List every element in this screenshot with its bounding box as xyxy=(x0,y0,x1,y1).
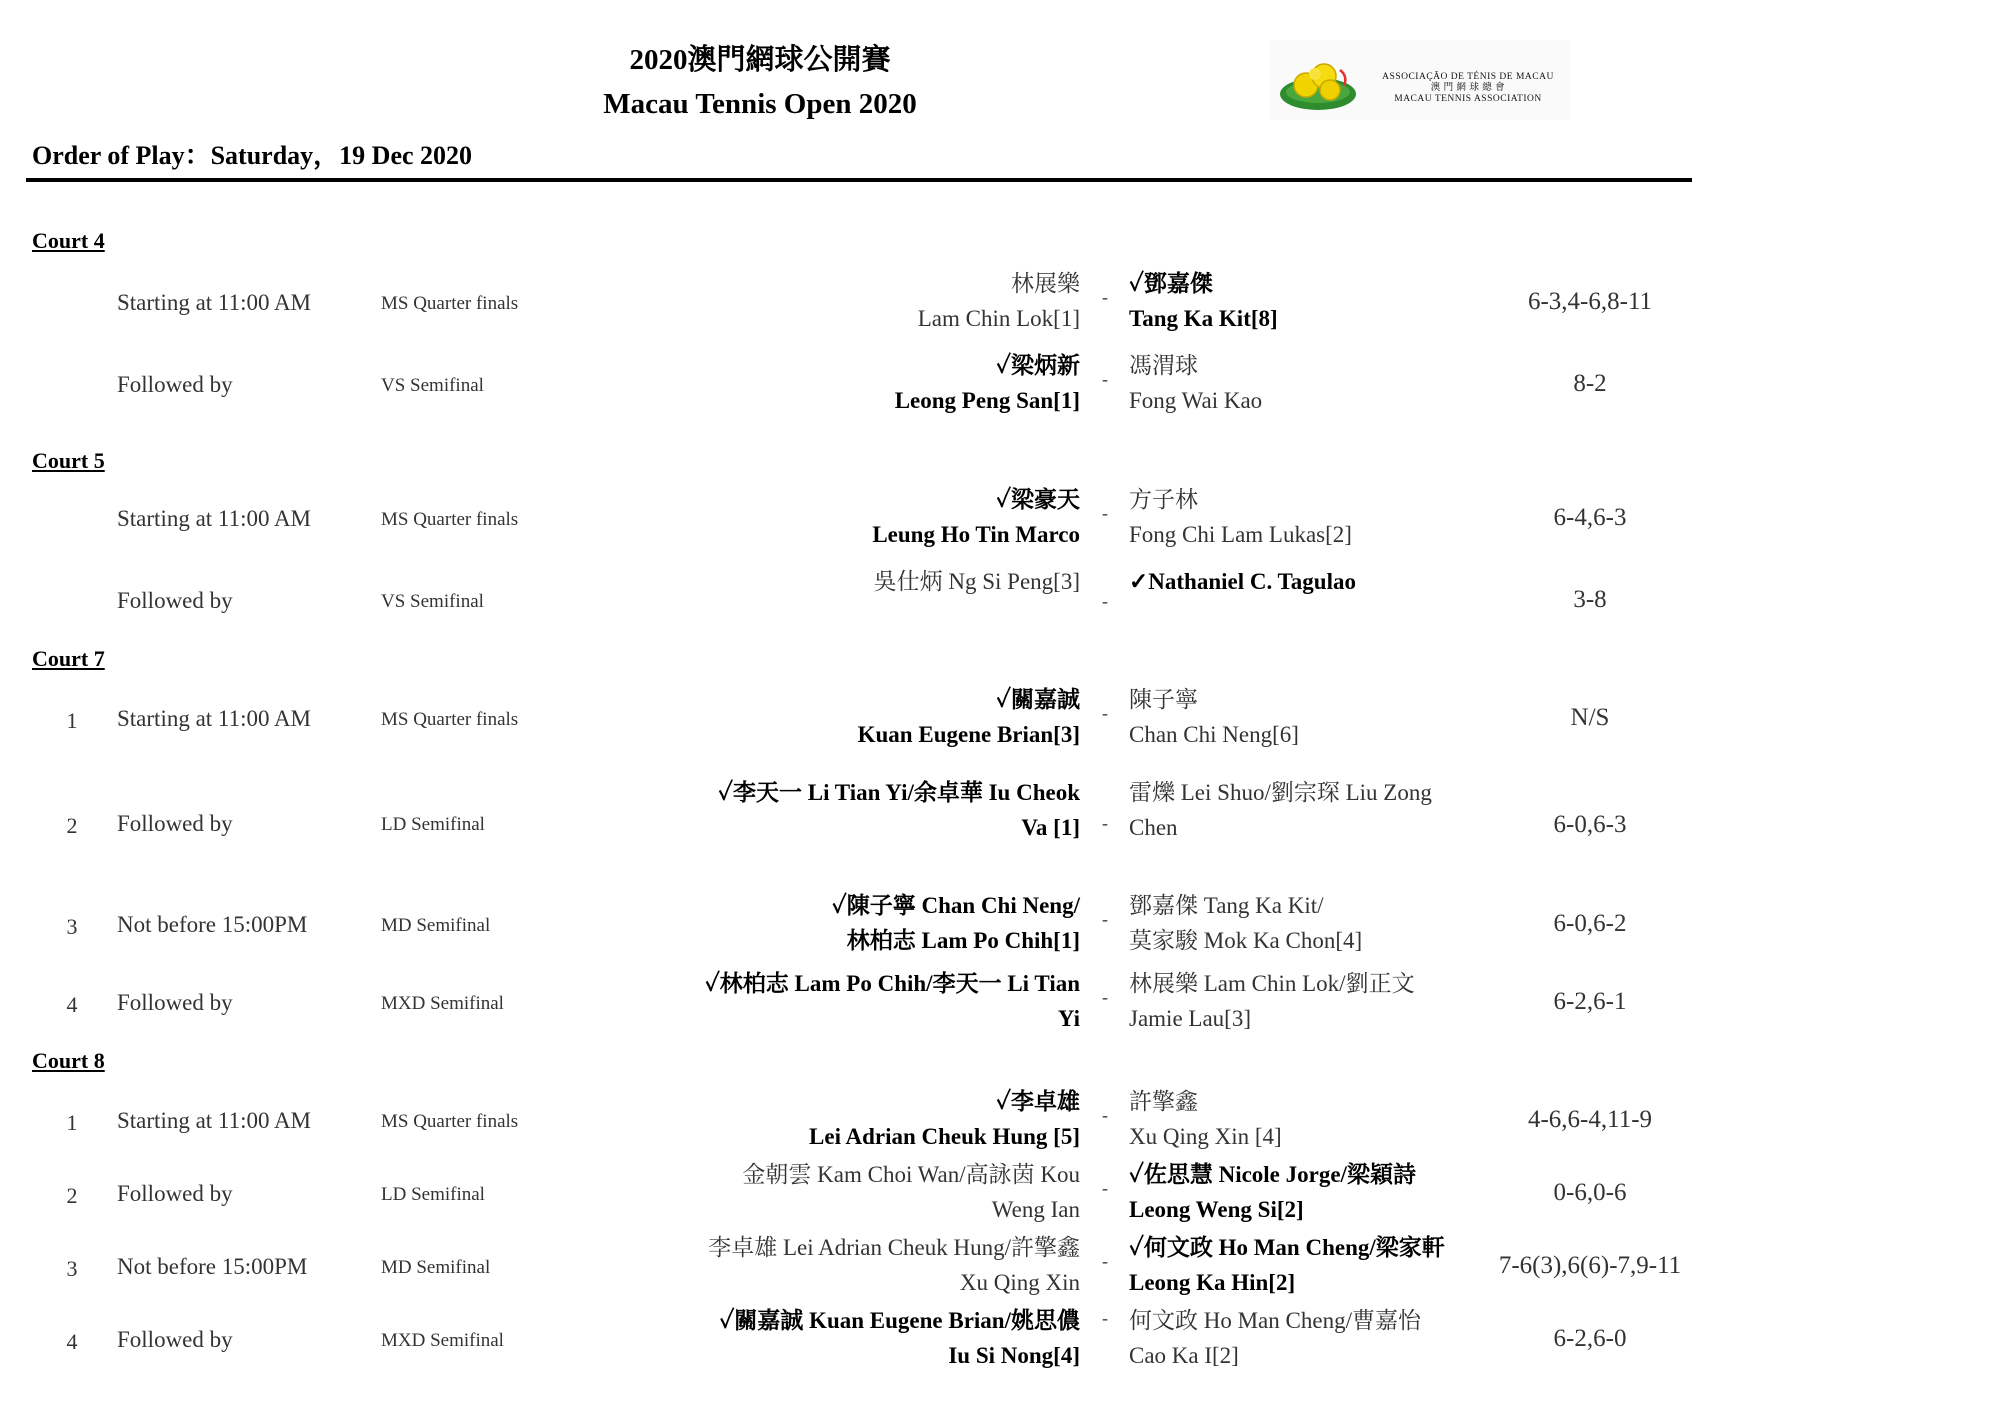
title-block xyxy=(480,40,1040,124)
match-time: Starting at 11:00 AM xyxy=(117,506,312,531)
player-left-line: ✓梁豪天 xyxy=(996,487,1080,512)
player-right-line: 許擎鑫 xyxy=(1129,1089,1198,1114)
logo-line-chinese: 澳 門 網 球 總 會 xyxy=(1430,83,1506,93)
match-event: MXD Semifinal xyxy=(381,1330,504,1351)
order-of-play-heading: Order of Play：Saturday，19 Dec 2020 xyxy=(32,141,473,170)
match-time: Followed by xyxy=(117,1327,233,1352)
versus-dash: - xyxy=(1102,813,1108,833)
court-heading: Court 4 xyxy=(32,228,105,253)
player-right-line: Chen xyxy=(1129,815,1178,840)
versus-dash: - xyxy=(1102,909,1108,929)
player-left-line: ✓梁炳新 xyxy=(996,353,1080,378)
match-time: Not before 15:00PM xyxy=(117,912,308,937)
match-score: 4-6,6-4,11-9 xyxy=(1527,1106,1653,1133)
versus-dash: - xyxy=(1102,591,1108,611)
player-right xyxy=(1129,775,1432,845)
versus-dash: - xyxy=(1102,1251,1108,1271)
versus-dash: - xyxy=(1102,1105,1108,1125)
match-event: MS Quarter finals xyxy=(381,293,519,314)
player-left-line: 林柏志 Lam Po Chih[1] xyxy=(846,928,1080,953)
player-right-line: 方子林 xyxy=(1129,487,1198,512)
player-left-line: ✓陳子寧 Chan Chi Neng/ xyxy=(831,893,1080,918)
versus-dash: - xyxy=(1102,369,1108,389)
logo-line-english: MACAU TENNIS ASSOCIATION xyxy=(1394,94,1542,104)
match-number: 1 xyxy=(66,1110,78,1135)
match-time: Followed by xyxy=(117,1181,233,1206)
player-left-line: 吳仕炳 Ng Si Peng[3] xyxy=(873,569,1080,594)
player-left-line: Weng Ian xyxy=(991,1197,1080,1222)
match-event: MXD Semifinal xyxy=(381,993,504,1014)
match-event: MS Quarter finals xyxy=(381,509,519,530)
header-divider xyxy=(26,178,1692,182)
player-left-line: Xu Qing Xin xyxy=(959,1270,1080,1295)
match-time: Followed by xyxy=(117,990,233,1015)
tournament-title-english: Macau Tennis Open 2020 xyxy=(603,88,917,120)
versus-dash: - xyxy=(1102,1308,1108,1328)
player-right xyxy=(1129,966,1415,1036)
player-right xyxy=(1129,1303,1421,1373)
player-right xyxy=(1129,1084,1282,1154)
match-score: 6-2,6-1 xyxy=(1553,988,1627,1015)
match-score: 6-0,6-2 xyxy=(1553,910,1627,937)
match-time: Starting at 11:00 AM xyxy=(117,1108,312,1133)
versus-dash: - xyxy=(1102,703,1108,723)
player-left-winner xyxy=(809,1084,1080,1154)
player-right-line: ✓佐思慧 Nicole Jorge/梁穎詩 xyxy=(1129,1162,1416,1187)
player-right xyxy=(1129,888,1362,958)
player-right-line: Chan Chi Neng[6] xyxy=(1129,722,1299,747)
player-left-line: Va [1] xyxy=(1021,815,1080,840)
player-left-winner xyxy=(719,1303,1080,1373)
player-right-line: 雷爍 Lei Shuo/劉宗琛 Liu Zong xyxy=(1129,780,1432,805)
player-left-line: Leung Ho Tin Marco xyxy=(872,522,1080,547)
match-event: MD Semifinal xyxy=(381,915,491,936)
match-number: 2 xyxy=(66,1183,78,1208)
player-left-line: 金朝雲 Kam Choi Wan/高詠茵 Kou xyxy=(742,1162,1080,1187)
match-time: Followed by xyxy=(117,588,233,613)
match-time: Not before 15:00PM xyxy=(117,1254,308,1279)
match-score: 3-8 xyxy=(1573,586,1607,613)
match-score: 6-2,6-0 xyxy=(1553,1325,1627,1352)
player-right-winner xyxy=(1129,564,1356,599)
player-right xyxy=(1129,482,1352,552)
match-number: 3 xyxy=(66,1256,78,1281)
player-right-line: ✓Nathaniel C. Tagulao xyxy=(1129,569,1356,594)
match-event: VS Semifinal xyxy=(381,375,484,396)
association-logo xyxy=(1270,40,1570,120)
match-time: Starting at 11:00 AM xyxy=(117,706,312,731)
player-left xyxy=(742,1157,1080,1227)
player-left-line: ✓李卓雄 xyxy=(996,1089,1080,1114)
match-score: 7-6(3),6(6)-7,9-11 xyxy=(1498,1252,1682,1279)
versus-dash: - xyxy=(1102,1178,1108,1198)
player-left-winner xyxy=(895,348,1080,418)
match-number: 2 xyxy=(66,813,78,838)
player-left-line: Iu Si Nong[4] xyxy=(948,1343,1080,1368)
player-left-winner xyxy=(858,682,1080,752)
player-left-line: Leong Peng San[1] xyxy=(894,388,1080,413)
player-right-line: 莫家駿 Mok Ka Chon[4] xyxy=(1129,928,1363,953)
player-right-winner xyxy=(1129,266,1278,336)
match-time: Followed by xyxy=(117,811,233,836)
player-right xyxy=(1129,682,1299,752)
player-right-line: ✓何文政 Ho Man Cheng/梁家軒 xyxy=(1129,1235,1445,1260)
player-right-line: Fong Wai Kao xyxy=(1129,388,1263,413)
player-right xyxy=(1129,348,1262,418)
player-left-line: Kuan Eugene Brian[3] xyxy=(857,722,1080,747)
logo-text xyxy=(1366,72,1570,105)
match-score: 0-6,0-6 xyxy=(1553,1179,1627,1206)
match-time: Followed by xyxy=(117,372,233,397)
match-event: VS Semifinal xyxy=(381,591,484,612)
match-number: 4 xyxy=(66,992,78,1017)
match-number: 1 xyxy=(66,708,78,733)
match-number: 4 xyxy=(66,1329,78,1354)
player-left-winner xyxy=(718,775,1080,845)
logo-line-portuguese: ASSOCIAÇÃO DE TÉNIS DE MACAU xyxy=(1382,72,1554,82)
player-right-winner xyxy=(1129,1230,1445,1300)
player-right-line: 何文政 Ho Man Cheng/曹嘉怡 xyxy=(1129,1308,1421,1333)
player-right-winner xyxy=(1129,1157,1416,1227)
player-left-line: 李卓雄 Lei Adrian Cheuk Hung/許擎鑫 xyxy=(708,1235,1080,1260)
court-heading: Court 5 xyxy=(32,448,105,473)
player-right-line: 鄧嘉傑 Tang Ka Kit/ xyxy=(1129,893,1324,918)
match-event: LD Semifinal xyxy=(381,814,485,835)
court-heading: Court 7 xyxy=(32,646,105,671)
match-score: 8-2 xyxy=(1573,370,1607,397)
player-right-line: 馮渭球 xyxy=(1129,353,1198,378)
player-right-line: Leong Weng Si[2] xyxy=(1129,1197,1304,1222)
player-right-line: 林展樂 Lam Chin Lok/劉正文 xyxy=(1129,971,1415,996)
player-left-line: Yi xyxy=(1057,1006,1080,1031)
player-left xyxy=(874,564,1080,599)
player-left-line: Lei Adrian Cheuk Hung [5] xyxy=(809,1124,1080,1149)
versus-dash: - xyxy=(1102,287,1108,307)
match-number: 3 xyxy=(66,914,78,939)
player-left-line: 林展樂 xyxy=(1011,271,1080,296)
match-score: 6-3,4-6,8-11 xyxy=(1527,288,1653,315)
player-right-line: Tang Ka Kit[8] xyxy=(1129,306,1278,331)
player-left xyxy=(918,266,1080,336)
match-score: 6-4,6-3 xyxy=(1553,504,1627,531)
match-score: 6-0,6-3 xyxy=(1553,811,1627,838)
player-right-line: ✓鄧嘉傑 xyxy=(1129,271,1213,296)
player-left-line: ✓林柏志 Lam Po Chih/李天一 Li Tian xyxy=(704,971,1080,996)
player-right-line: 陳子寧 xyxy=(1129,687,1198,712)
versus-dash: - xyxy=(1102,503,1108,523)
match-event: MS Quarter finals xyxy=(381,1111,519,1132)
player-left-line: ✓關嘉誠 xyxy=(996,687,1080,712)
court-heading: Court 8 xyxy=(32,1048,105,1073)
player-left xyxy=(708,1230,1080,1300)
match-score: N/S xyxy=(1570,704,1610,731)
match-time: Starting at 11:00 AM xyxy=(117,290,312,315)
player-right-line: Leong Ka Hin[2] xyxy=(1129,1270,1296,1295)
versus-dash: - xyxy=(1102,987,1108,1007)
player-left-winner xyxy=(832,888,1080,958)
player-right-line: Cao Ka I[2] xyxy=(1129,1343,1239,1368)
tournament-title-chinese: 2020澳門網球公開賽 xyxy=(629,44,891,76)
match-event: MD Semifinal xyxy=(381,1257,491,1278)
player-left-line: Lam Chin Lok[1] xyxy=(917,306,1080,331)
player-left-line: ✓李天一 Li Tian Yi/余卓華 Iu Cheok xyxy=(718,780,1080,805)
player-right-line: Fong Chi Lam Lukas[2] xyxy=(1129,522,1352,547)
player-left-winner xyxy=(872,482,1080,552)
player-left-line: ✓關嘉誠 Kuan Eugene Brian/姚思儂 xyxy=(719,1308,1080,1333)
player-right-line: Jamie Lau[3] xyxy=(1129,1006,1251,1031)
player-right-line: Xu Qing Xin [4] xyxy=(1129,1124,1282,1149)
match-event: LD Semifinal xyxy=(381,1184,485,1205)
match-event: MS Quarter finals xyxy=(381,709,519,730)
player-left-winner xyxy=(705,966,1080,1036)
